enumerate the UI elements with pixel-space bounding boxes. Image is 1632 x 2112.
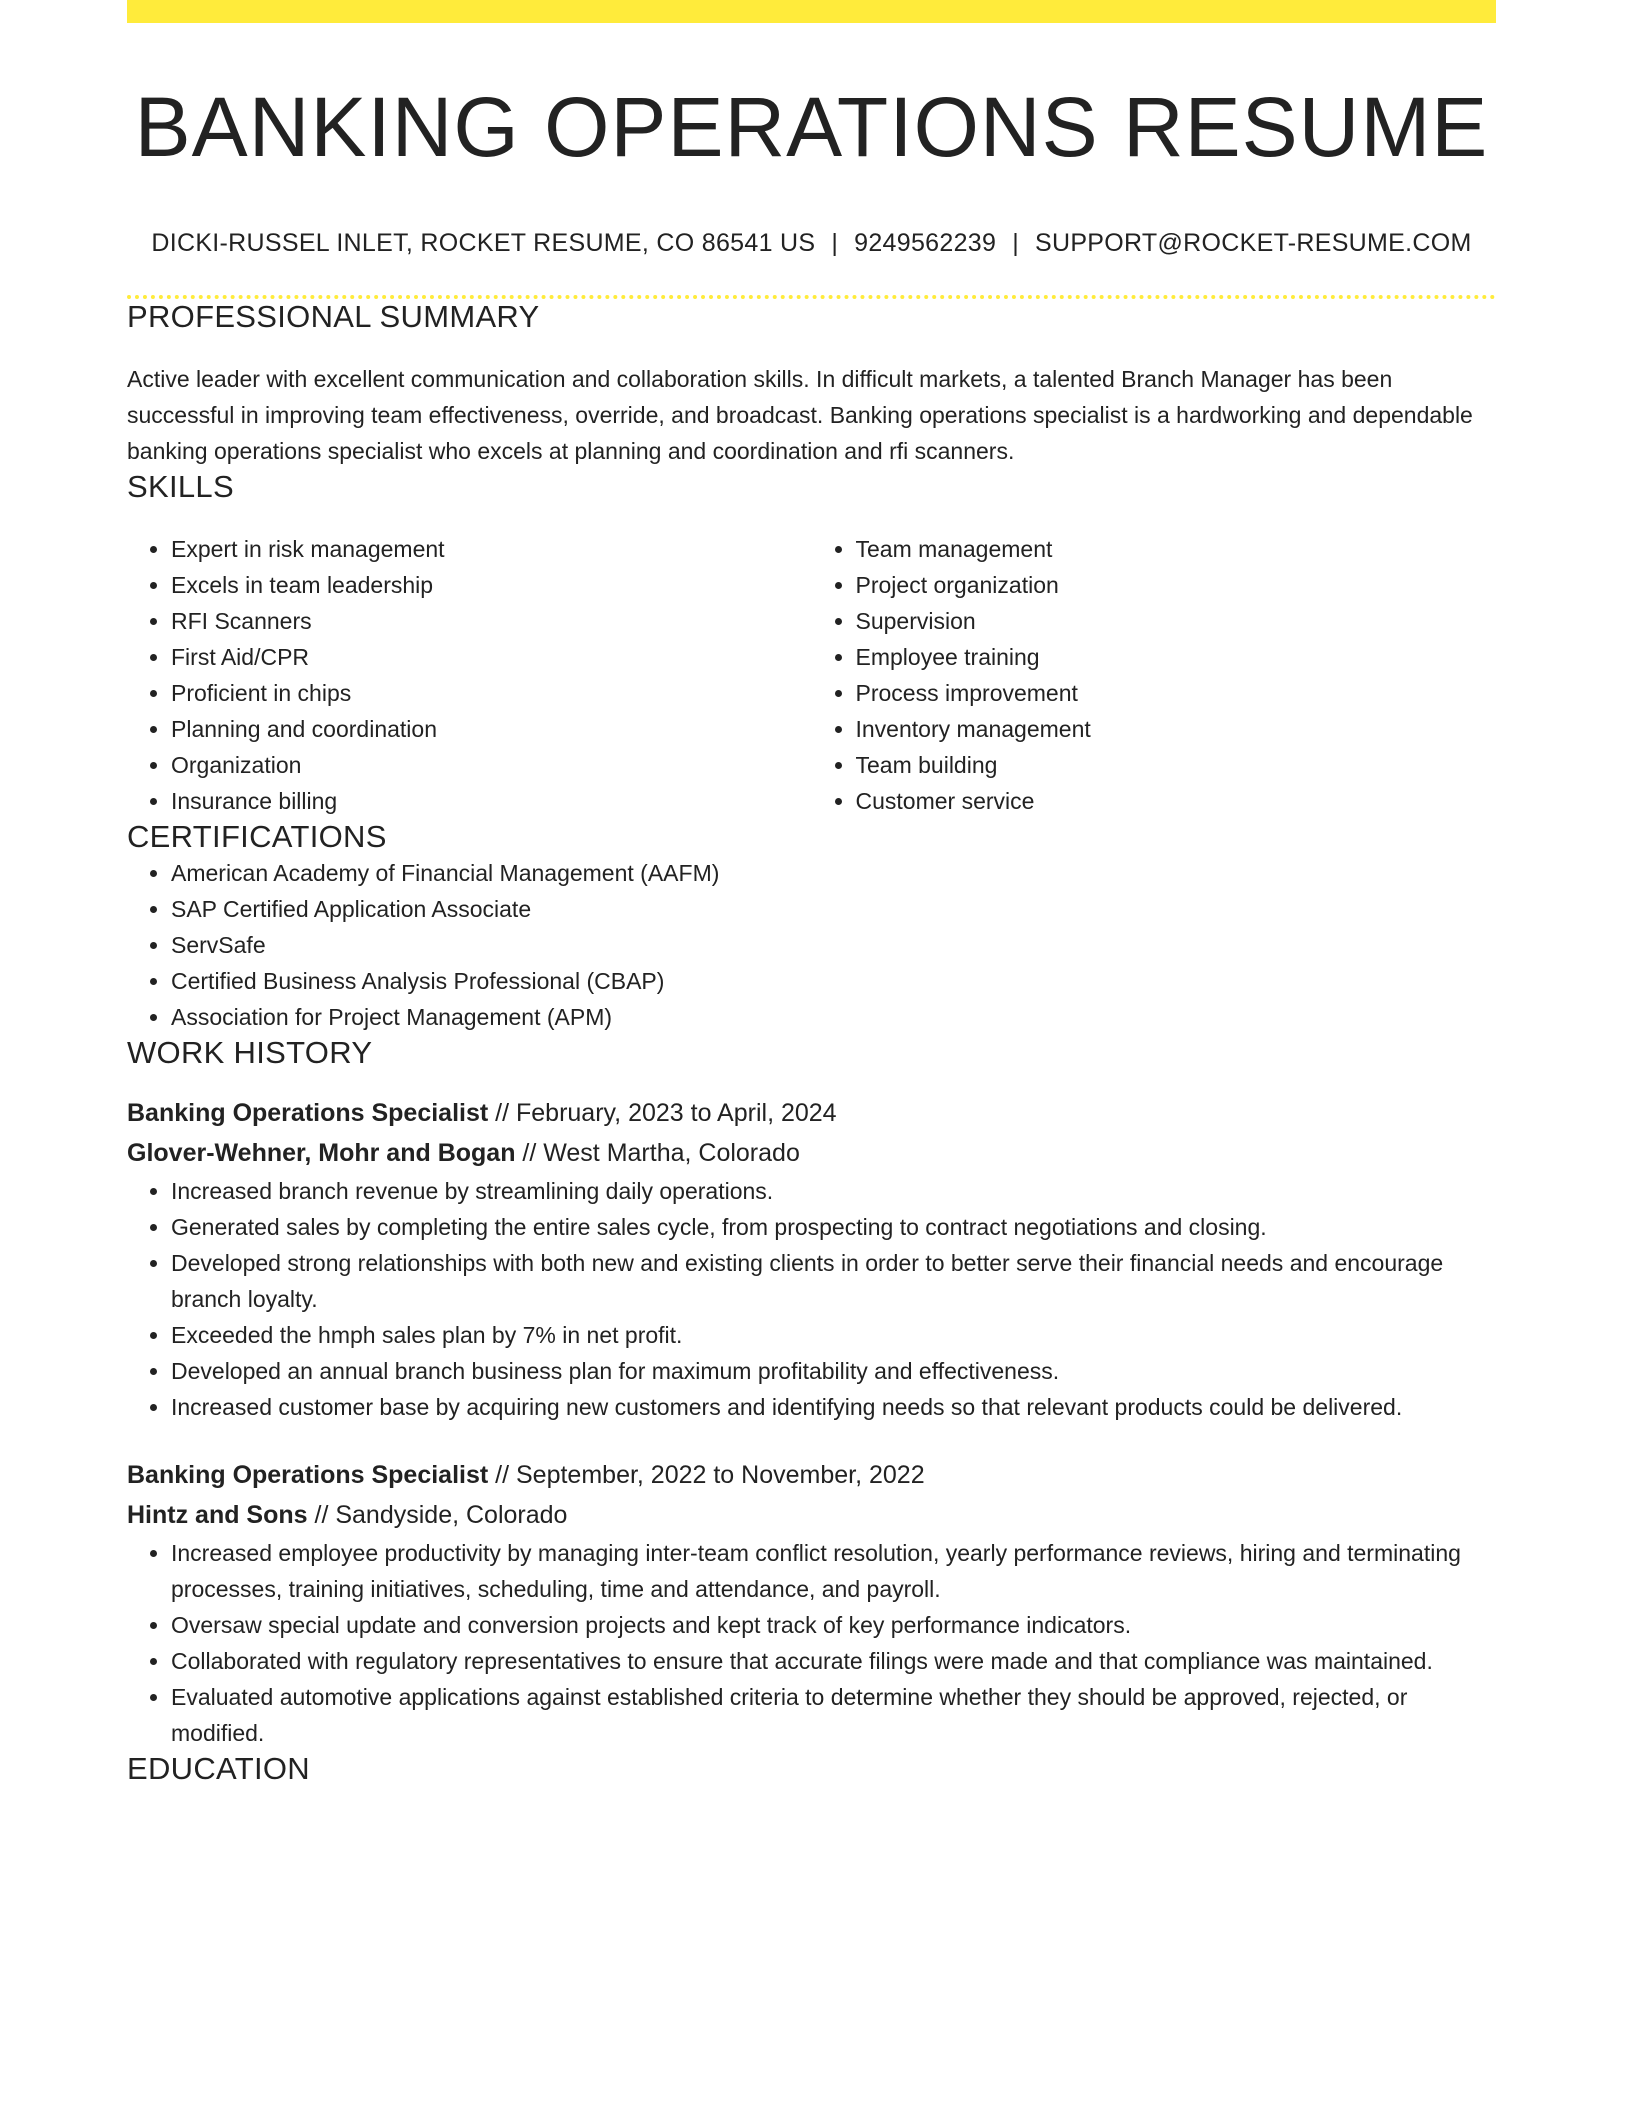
contact-address: DICKI-RUSSEL INLET, ROCKET RESUME, CO 86541 US (151, 229, 816, 258)
certification-item: • Association for Project Management (APM) (171, 999, 1496, 1035)
skill-item: • Inventory management (856, 711, 1497, 747)
job-company: Glover-Wehner, Mohr and Bogan (127, 1139, 516, 1168)
job-entry (127, 1093, 1496, 1425)
contact-separator: | (831, 229, 839, 258)
skill-item: • Employee training (856, 639, 1497, 675)
job-bullets (127, 1173, 1496, 1425)
skill-item: • Excels in team leadership (171, 567, 812, 603)
skill-item: • Planning and coordination (171, 711, 812, 747)
skill-item: • First Aid/CPR (171, 639, 812, 675)
skill-item: • Project organization (856, 567, 1497, 603)
skill-item: • Supervision (856, 603, 1497, 639)
job-bullet: • Increased customer base by acquiring new customers and identifying needs so that relevant products could be delivered. (171, 1389, 1496, 1425)
education-heading: EDUCATION (127, 1751, 310, 1787)
skills-list-left (127, 531, 812, 819)
job-company-line (127, 1133, 1496, 1173)
summary-heading: PROFESSIONAL SUMMARY (127, 299, 540, 335)
job-bullet: • Collaborated with regulatory representatives to ensure that accurate filings were made and that compliance was maintained. (171, 1643, 1496, 1679)
summary-text: Active leader with excellent communication and collaboration skills. In difficult markets, a talented Branch Manager has been successful in improving team effectiveness, override, and broadcast. Banking operations specialist is a hardworking and dependable banking operations specialist who excels at planning and coordination and rfi scanners. (127, 366, 1473, 465)
job-bullets (127, 1535, 1496, 1751)
job-bullet: • Evaluated automotive applications against established criteria to determine whether they should be approved, rejected, or modified. (171, 1679, 1496, 1751)
skill-item: • Customer service (856, 783, 1497, 819)
certification-item: • Certified Business Analysis Professional (CBAP) (171, 963, 1496, 999)
job-location: // Sandyside, Colorado (307, 1501, 568, 1530)
job-title: Banking Operations Specialist (127, 1461, 489, 1490)
skills-heading: SKILLS (127, 469, 234, 505)
job-bullet: • Developed strong relationships with both new and existing clients in order to better serve their financial needs and encourage branch loyalty. (171, 1245, 1496, 1317)
certifications-heading: CERTIFICATIONS (127, 819, 387, 855)
job-title-line (127, 1093, 1496, 1133)
certifications-list (127, 855, 1496, 1035)
job-entry (127, 1455, 1496, 1751)
job-company-line (127, 1495, 1496, 1535)
job-dates: // February, 2023 to April, 2024 (488, 1099, 837, 1128)
resume-page (127, 0, 1496, 1787)
accent-bar (127, 0, 1496, 23)
skills-columns (127, 531, 1496, 819)
skill-item: • Proficient in chips (171, 675, 812, 711)
skill-item: • RFI Scanners (171, 603, 812, 639)
skill-item: • Expert in risk management (171, 531, 812, 567)
job-bullet: • Increased branch revenue by streamlining daily operations. (171, 1173, 1496, 1209)
resume-title: BANKING OPERATIONS RESUME (134, 80, 1489, 174)
job-bullet: • Oversaw special update and conversion projects and kept track of key performance indicators. (171, 1607, 1496, 1643)
skill-item: • Team management (856, 531, 1497, 567)
skill-item: • Organization (171, 747, 812, 783)
skills-list-right (812, 531, 1497, 819)
skill-item: • Insurance billing (171, 783, 812, 819)
job-company: Hintz and Sons (127, 1501, 308, 1530)
job-bullet: • Increased employee productivity by managing inter-team conflict resolution, yearly performance reviews, hiring and terminating processes, training initiatives, scheduling, time and attendance, and payroll. (171, 1535, 1496, 1607)
job-dates: // September, 2022 to November, 2022 (488, 1461, 925, 1490)
contact-line (127, 229, 1496, 258)
job-title-line (127, 1455, 1496, 1495)
job-location: // West Martha, Colorado (515, 1139, 800, 1168)
job-title: Banking Operations Specialist (127, 1099, 489, 1128)
job-bullet: • Developed an annual branch business plan for maximum profitability and effectiveness. (171, 1353, 1496, 1389)
contact-email: SUPPORT@ROCKET-RESUME.COM (1034, 229, 1472, 258)
certification-item: • American Academy of Financial Management (AAFM) (171, 855, 1496, 891)
certification-item: • SAP Certified Application Associate (171, 891, 1496, 927)
contact-phone: 9249562239 (854, 229, 997, 258)
certification-item: • ServSafe (171, 927, 1496, 963)
skill-item: • Team building (856, 747, 1497, 783)
contact-separator: | (1012, 229, 1019, 258)
skill-item: • Process improvement (856, 675, 1497, 711)
job-bullet: • Exceeded the hmph sales plan by 7% in net profit. (171, 1317, 1496, 1353)
work-history-heading: WORK HISTORY (127, 1035, 373, 1071)
job-bullet: • Generated sales by completing the entire sales cycle, from prospecting to contract negotiations and closing. (171, 1209, 1496, 1245)
